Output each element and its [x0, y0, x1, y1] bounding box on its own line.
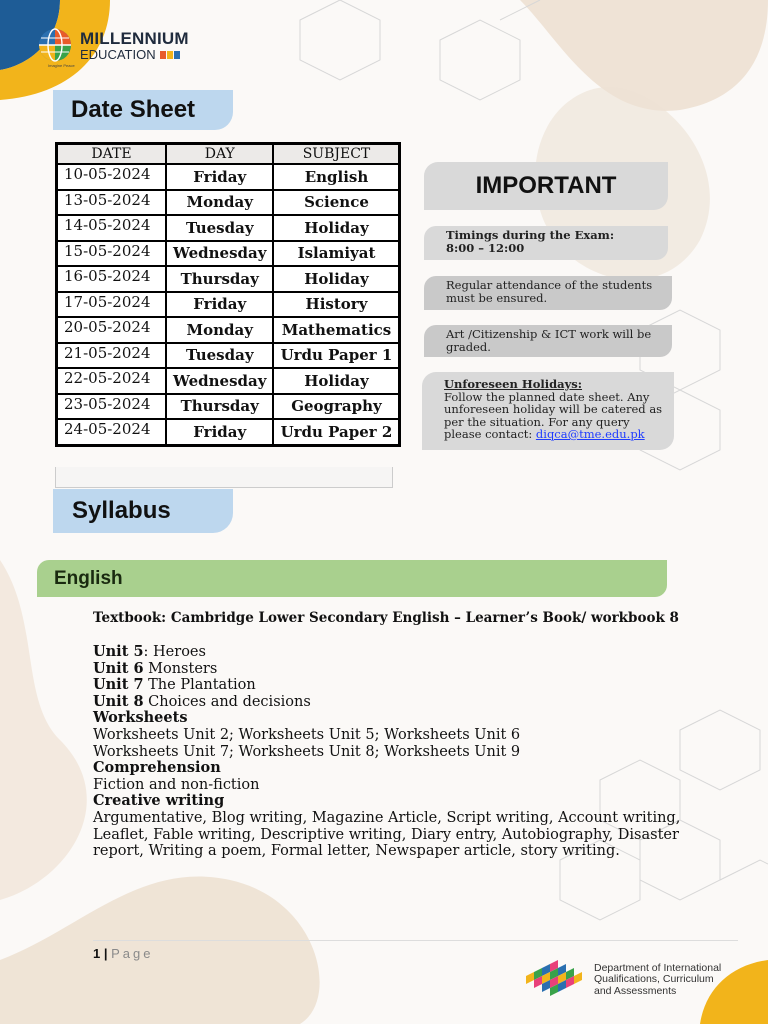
cell-subject: Holiday	[273, 215, 400, 241]
creative-writing-heading: Creative writing	[93, 792, 225, 810]
exam-timings-note	[424, 226, 668, 260]
cell-date: 17-05-2024	[57, 292, 167, 318]
cell-date: 20-05-2024	[57, 317, 167, 343]
table-row	[57, 241, 400, 267]
brand-subname: EDUCATION	[80, 46, 156, 62]
table-row	[57, 368, 400, 394]
cell-date: 13-05-2024	[57, 190, 167, 216]
table-row	[57, 215, 400, 241]
creative-writing-line: Leaflet, Fable writing, Descriptive writing, Diary entry, Autobiography, Disaster	[93, 826, 679, 843]
cell-subject: Urdu Paper 1	[273, 343, 400, 369]
cell-subject: Islamiyat	[273, 241, 400, 267]
worksheets-heading: Worksheets	[93, 709, 188, 727]
cell-subject: History	[273, 292, 400, 318]
cell-date: 23-05-2024	[57, 394, 167, 420]
brand-logo	[36, 26, 189, 68]
cell-day: Tuesday	[166, 343, 273, 369]
cell-subject: Holiday	[273, 368, 400, 394]
table-footer-strip	[55, 467, 393, 488]
cell-day: Friday	[166, 292, 273, 318]
cell-date: 21-05-2024	[57, 343, 167, 369]
cell-day: Friday	[166, 419, 273, 445]
cell-date: 10-05-2024	[57, 164, 167, 190]
unit-number: 5	[133, 643, 144, 660]
syllabus-title: Syllabus	[53, 489, 233, 533]
cell-subject: English	[273, 164, 400, 190]
unit-label: Unit 8	[93, 692, 144, 710]
cell-day: Monday	[166, 317, 273, 343]
globe-logo-icon	[36, 26, 74, 64]
department-mosaic-icon	[524, 958, 586, 1002]
comprehension-heading: Comprehension	[93, 759, 221, 777]
cell-subject: Mathematics	[273, 317, 400, 343]
page-number: 1	[93, 946, 101, 961]
table-row	[57, 190, 400, 216]
cell-day: Monday	[166, 190, 273, 216]
table-row	[57, 266, 400, 292]
cell-day: Friday	[166, 164, 273, 190]
page-label: Page	[111, 946, 154, 961]
creative-writing-line: report, Writing a poem, Formal letter, Newspaper article, story writing.	[93, 843, 620, 860]
unit-label: Unit 6	[93, 659, 144, 677]
cell-subject: Geography	[273, 394, 400, 420]
timings-label: Timings during the Exam:	[446, 228, 615, 242]
subject-heading: English	[37, 560, 667, 597]
attendance-note: Regular attendance of the students must be ensured.	[424, 276, 672, 310]
cell-day: Wednesday	[166, 241, 273, 267]
datesheet-table	[55, 142, 401, 447]
cell-subject: Science	[273, 190, 400, 216]
unit-title: : Heroes	[143, 644, 206, 660]
department-line: Qualifications, Curriculum	[594, 973, 714, 986]
footer-divider	[93, 940, 738, 941]
department-logo	[524, 958, 721, 1002]
table-header-row	[57, 144, 400, 165]
cell-day: Thursday	[166, 394, 273, 420]
cell-date: 15-05-2024	[57, 241, 167, 267]
table-row	[57, 317, 400, 343]
unit-label: Unit 7	[93, 676, 144, 694]
department-line: Department of International	[594, 961, 722, 974]
unit-item	[93, 661, 673, 678]
column-header-day: DAY	[166, 144, 273, 165]
cell-day: Tuesday	[166, 215, 273, 241]
worksheets-line: Worksheets Unit 2; Worksheets Unit 5; Worksheets Unit 6	[93, 726, 521, 743]
timings-value: 8:00 – 12:00	[446, 240, 525, 255]
page-separator: |	[100, 946, 112, 961]
holidays-text: Follow the planned date sheet. Any unforeseen holiday will be catered as per the situation. For any query please contact:	[444, 389, 663, 441]
brand-name: MILLENNIUM	[80, 28, 189, 48]
holidays-note	[422, 372, 674, 450]
contact-email-link[interactable]: diqca@tme.edu.pk	[535, 427, 645, 441]
holidays-label: Unforeseen Holidays:	[444, 377, 583, 391]
table-row	[57, 164, 400, 190]
unit-item	[93, 644, 673, 661]
creative-writing-line: Argumentative, Blog writing, Magazine Article, Script writing, Account writing,	[93, 809, 681, 826]
department-line: and Assessments	[594, 984, 677, 997]
table-row	[57, 419, 400, 445]
unit-item	[93, 677, 673, 694]
textbook-line: Textbook: Cambridge Lower Secondary English – Learner’s Book/ workbook 8	[93, 610, 679, 626]
datesheet-title: Date Sheet	[53, 90, 233, 130]
cell-date: 22-05-2024	[57, 368, 167, 394]
grading-note: Art /Citizenship & ICT work will be graded.	[424, 325, 672, 357]
unit-title: The Plantation	[143, 677, 256, 694]
table-row	[57, 292, 400, 318]
column-header-subject: SUBJECT	[273, 144, 400, 165]
worksheets-line: Worksheets Unit 7; Worksheets Unit 8; Worksheets Unit 9	[93, 743, 521, 760]
cell-date: 14-05-2024	[57, 215, 167, 241]
cell-subject: Urdu Paper 2	[273, 419, 400, 445]
column-header-date: DATE	[57, 144, 167, 165]
brand-bars-icon	[160, 48, 181, 61]
page-footer	[93, 946, 153, 961]
syllabus-content	[93, 643, 681, 860]
table-row	[57, 394, 400, 420]
comprehension-text: Fiction and non-fiction	[93, 776, 260, 793]
unit-title: Monsters	[143, 660, 218, 677]
cell-day: Wednesday	[166, 368, 273, 394]
brand-tagline: Imagine Peace	[48, 63, 75, 68]
cell-subject: Holiday	[273, 266, 400, 292]
unit-label: Unit	[93, 643, 134, 660]
unit-item	[93, 694, 673, 711]
unit-title: Choices and decisions	[143, 693, 311, 710]
cell-date: 24-05-2024	[57, 419, 167, 445]
cell-date: 16-05-2024	[57, 266, 167, 292]
table-row	[57, 343, 400, 369]
important-heading: IMPORTANT	[424, 162, 668, 210]
cell-day: Thursday	[166, 266, 273, 292]
